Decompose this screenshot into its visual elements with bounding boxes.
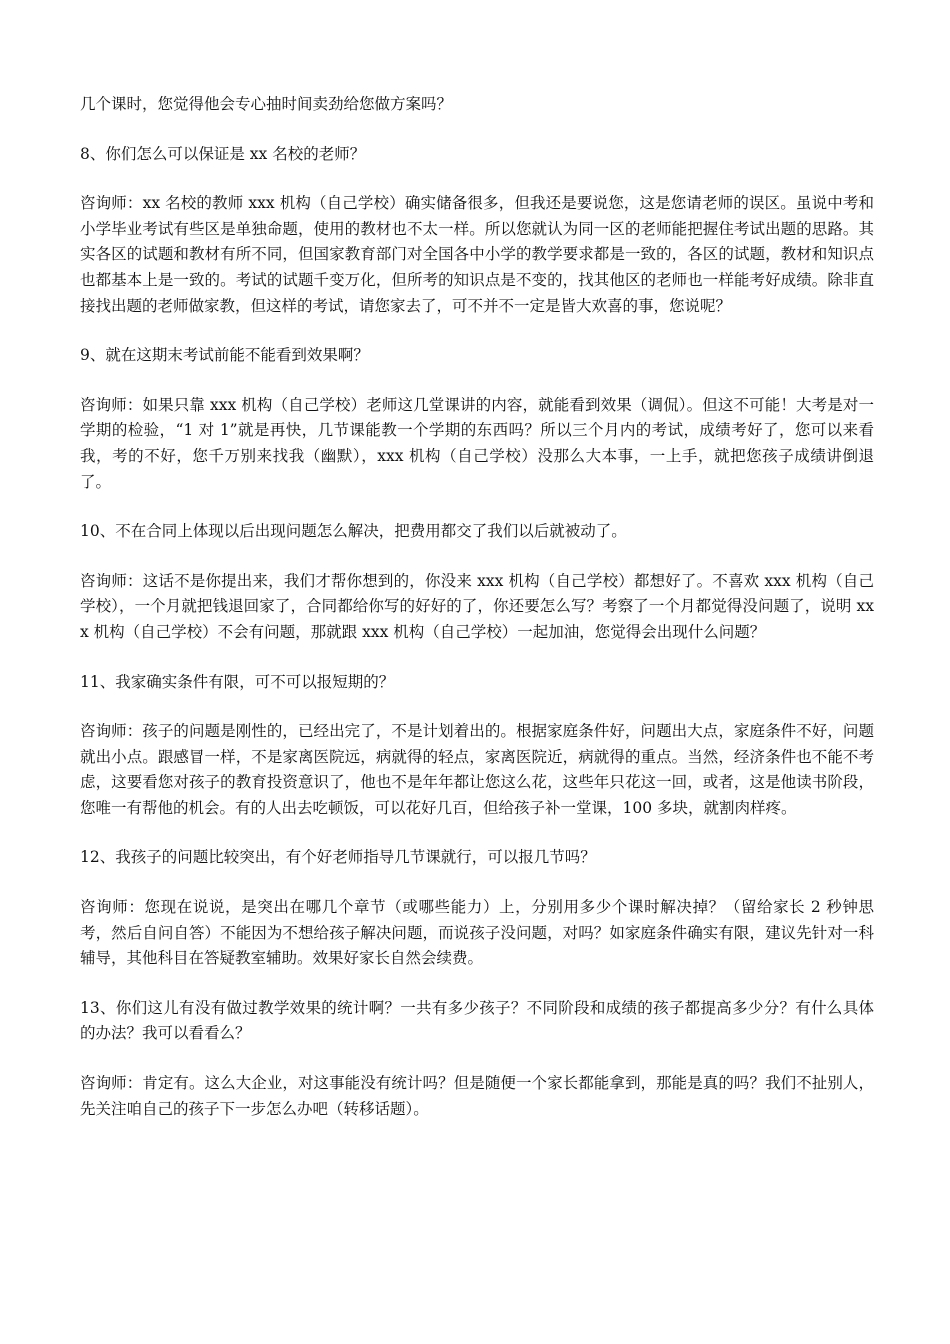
answer-8: 咨询师：xx 名校的教师 xxx 机构（自己学校）确实储备很多，但我还是要说您，这是您请老师的误区。虽说中考和小学毕业考试有些区是单独命题，使用的教材也不太一样。所以您就认为同一区的老师能把握住考试出题的思路。其实各区的试题和教材有所不同，但国家教育部门对全国各中小学的教学要求都是一致的，各区的试题，教材和知识点也都基本上是一致的。考试的试题千变万化，但所考的知识点是不变的，找其他区的老师也一样能考好成绩。除非直接找出题的老师做家教，但这样的考试，请您家去了，可不并不一定是皆大欢喜的事，您说呢？ [80, 194, 874, 315]
answer-10: 咨询师：这话不是你提出来，我们才帮你想到的，你没来 xxx 机构（自己学校）都想好了。不喜欢 xxx 机构（自己学校），一个月就把钱退回家了，合同都给你写的好好的了，你还要怎么写？考察了一个月都觉得没问题了，说明 xxx 机构（自己学校）不会有问题，那就跟 xxx 机构（自己学校）一起加油，您觉得会出现什么问题？ [80, 571, 874, 641]
answer-13: 咨询师：肯定有。这么大企业，对这事能没有统计吗？但是随便一个家长都能拿到，那能是真的吗？我们不扯别人，先关注咱自己的孩子下一步怎么办吧（转移话题）。 [80, 1074, 874, 1118]
answer-11: 咨询师：孩子的问题是刚性的，已经出完了，不是计划着出的。根据家庭条件好，问题出大点，家庭条件不好，问题就出小点。跟感冒一样，不是家离医院远，病就得的轻点，家离医院近，病就得的重点。当然，经济条件也不能不考虑，这要看您对孩子的教育投资意识了，他也不是年年都让您这么花，这些年只花这一回，或者，这是他读书阶段，您唯一有帮他的机会。有的人出去吃顿饭，可以花好几百，但给孩子补一堂课，100 多块，就割肉样疼。 [80, 722, 874, 817]
answer-12: 咨询师：您现在说说，是突出在哪几个章节（或哪些能力）上，分别用多少个课时解决掉？（留给家长 2 秒钟思考，然后自问自答）不能因为不想给孩子解决问题，而说孩子没问题，对吗？如家庭条件确实有限，建议先针对一科辅导，其他科目在答疑教室辅助。效果好家长自然会续费。 [80, 898, 874, 968]
document-page [80, 92, 874, 1122]
question-8: 8、你们怎么可以保证是 xx 名校的老师？ [80, 144, 366, 163]
question-13: 13、你们这儿有没有做过教学效果的统计啊？一共有多少孩子？不同阶段和成绩的孩子都提高多少分？有什么具体的办法？我可以看看么？ [80, 998, 874, 1043]
answer-9: 咨询师：如果只靠 xxx 机构（自己学校）老师这几堂课讲的内容，就能看到效果（调侃）。但这不可能！大考是对一学期的检验，“1 对 1”就是再快，几节课能教一个学期的东西吗？所以三个月内的考试，成绩考好了，您可以来看我，考的不好，您千万别来找我（幽默），xxx 机构（自己学校）没那么大本事，一上手，就把您孩子成绩讲倒退了。 [80, 395, 874, 491]
question-11: 11、我家确实条件有限，可不可以报短期的？ [80, 672, 395, 691]
question-12: 12、我孩子的问题比较突出，有个好老师指导几节课就行，可以报几节吗？ [80, 848, 596, 867]
question-9: 9、就在这期末考试前能不能看到效果啊？ [80, 346, 369, 365]
answer-paragraph-continued: 几个课时，您觉得他会专心抽时间卖劲给您做方案吗？ [80, 95, 453, 113]
question-10: 10、不在合同上体现以后出现问题怎么解决，把费用都交了我们以后就被动了。 [80, 522, 627, 541]
